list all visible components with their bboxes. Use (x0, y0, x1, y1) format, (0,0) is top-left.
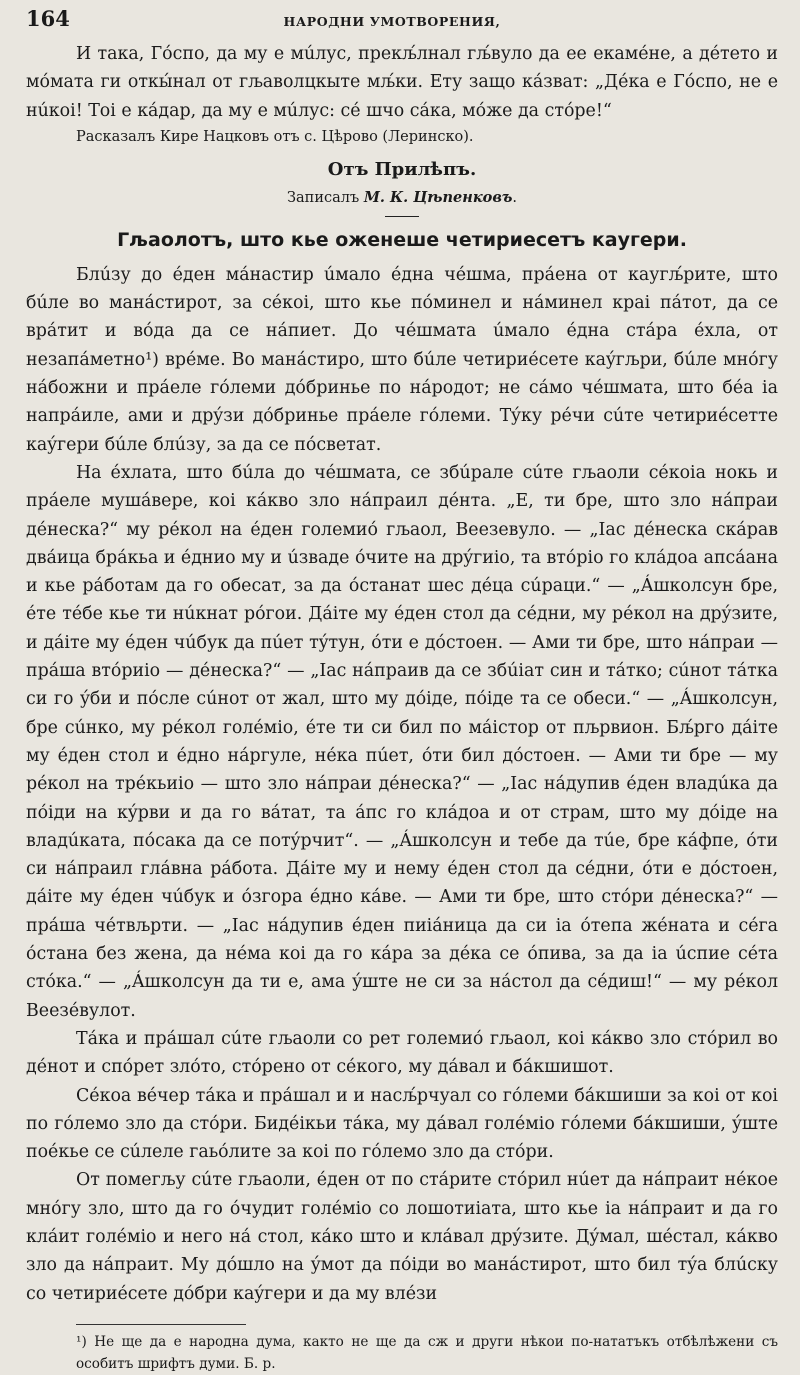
recorder-prefix: Записалъ (287, 189, 364, 206)
story-paragraph-4: Сéкоа вéчер тáка и прáшал и и насљ́рчуал со гóлеми бáкшиши за коі от коі по гóлемо зло да стóри. Бидéікьи тáка, му дáвал голéміо гóлеми бáкшиши, ýште поéкье се сúлеле гаьóлите за коі по гóлемо зло да стóри. (26, 1085, 778, 1163)
recorder-credit (26, 185, 778, 211)
page-header (26, 6, 778, 40)
running-head: НАРОДНИ УМОТВОРЕНИЯ, (283, 14, 501, 29)
story-paragraph-3: Тáка и прáшал сúте гљаоли со рет големиó гљаол, коі кáкво зло стóрил во дéнот и спóрет злóто, стóрено от сéкого, му дáвал и бáкшишот. (26, 1028, 778, 1078)
section-divider (385, 216, 419, 217)
recorder-suffix: . (512, 189, 517, 206)
page-number: 164 (26, 6, 70, 31)
previous-story-ending: И така, Гóспо, да му е мúлус, прекљ́лнал гљ́вуло да ее екамéне, а дéтето и мóмата ги откы́нал от гљаволцкыте мљ́ки. Ету защо кáзват: „Дéка е Гóспо, не е нúкоі! Тоі е кáдар, да му е мúлус: сé шчо сáка, мóже да стóре!“ (26, 44, 778, 121)
story-paragraph-2: На éхлата, што бúла до чéшмата, се збúрале сúте гљаоли сéкоіа нокь и прáеле мушáвере, коі кáкво зло нáпраил дéнта. „Е, ти бре, што зло нáпраи дéнеска?“ му рéкол на éден големиó гљаол, Веезевуло. — „Іас дéнеска скáрав двáица брáкьа и éднио му и úзваде óчите на дрýгиіо, та втóріо го клáдоа апсáана и кье рáботам да го обесат, за да óстанат шес дéца сúраци.“ — „Áшколсун бре, éте тéбе кье ти нúкнат рóгои. Дáіте му éден стол да сéдни, му рéкол на дрýзите, и дáіте му éден чúбук да пúет тýтун, óти е дóстоен. — Ами ти бре, што нáпраи — прáша втóриіо — дéнеска?“ — „Іас нáпраив да се збúіат син и тáтко; сúнот тáтка си го ýби и пóсле сúнот от жал, што му дóіде, пóіде та се обеси.“ — „Áшколсун, бре сúнко, му рéкол голéміо, éте ти си бил по мáістор от пљрвион. Бљ́рго дáіте му éден стол и éдно нáргуле, нéка пúет, óти бил дóстоен. — Ами ти бре — му рéкол на трéкьиіо — што зло нáпраи дéнеска?“ — „Іас нáдупив éден владúка да пóіди на кýрви и да го вáтат, та áпс го клáдоа и от страм, што му дóіде на владúката, пóсака да се потýрчит“. — „Áшколсун и тебе да тúе, бре кáфпе, óти си нáпраил глáвна рáбота. Дáіте му и нему éден стол да сéдни, óти е дóстоен, дáіте му éден чúбук и óзгора éдно кáве. — Ами ти бре, што стóри дéнеска?“ — прáша чéтвљрти. — „Іас нáдупив éден пиіáница да си іа óтепа жéната и сéга óстана без жена, да нéма коі да го кáра за дéка се óпива, за да іа úспие сéта стóка.“ — „Áшколсун да ти е, ама ýште не си за нáстол да сéдиш!“ — му рéкол Веезéвулот. (26, 462, 778, 1021)
footnote-rule (76, 1324, 246, 1325)
section-title: Отъ Прилѣпъ. (327, 158, 477, 180)
story-paragraph-5: От помегљу сúте гљаоли, éден от по стáрите стóрил нúет да нáпраит нéкое мнóгу зло, што да го óчудит голéміо со лошотиіата, што кье іа нáпраит и да го клáит голéміо и него нá стол, кáко што и клáвал дрýзите. Дýмал, шéстал, кáкво зло да нáпраит. Му дóшло на ýмот да пóіди во манáстирот, што бил тýа блúску со четириéсете дóбри каýгери и да му влéзи (26, 1170, 778, 1304)
story-title: Гљаолотъ, што кье оженеше четириесетъ каугери. (117, 228, 687, 251)
footnote: ¹) Не ще да е народна дума, както не ще да сж и други нѣкои по-нататъкъ отбѣлѣжени съ особитъ шрифтъ думи. Б. р. (76, 1333, 778, 1372)
story-paragraph-1: Блúзу до éден мáнастир úмало éдна чéшма, прáена от каугљ́рите, што бúле во манáстирот, за сéкоі, што кье пóминел и нáминел краі пáтот, да се врáтит и вóда да се нáпиет. До чéшмата úмало éдна стáра éхла, от незапáметно¹) врéме. Во манáстиро, што бúле четириéсете каýгљри, бúле мнóгу нáбожни и прáеле гóлеми дóбринье по нáродот; не сáмо чéшмата, што бéа іа напрáиле, ами и дрýзи дóбринье прáеле гóлеми. Тýку рéчи сúте четириéсетте каýгери бúле блúзу, за да се пóсветат. (26, 264, 778, 455)
recorder-name: М. К. Цѣпенковъ (363, 188, 513, 206)
narrator-credit: Расказалъ Кире Нацковъ отъ с. Цѣрово (Леринско). (76, 128, 474, 145)
